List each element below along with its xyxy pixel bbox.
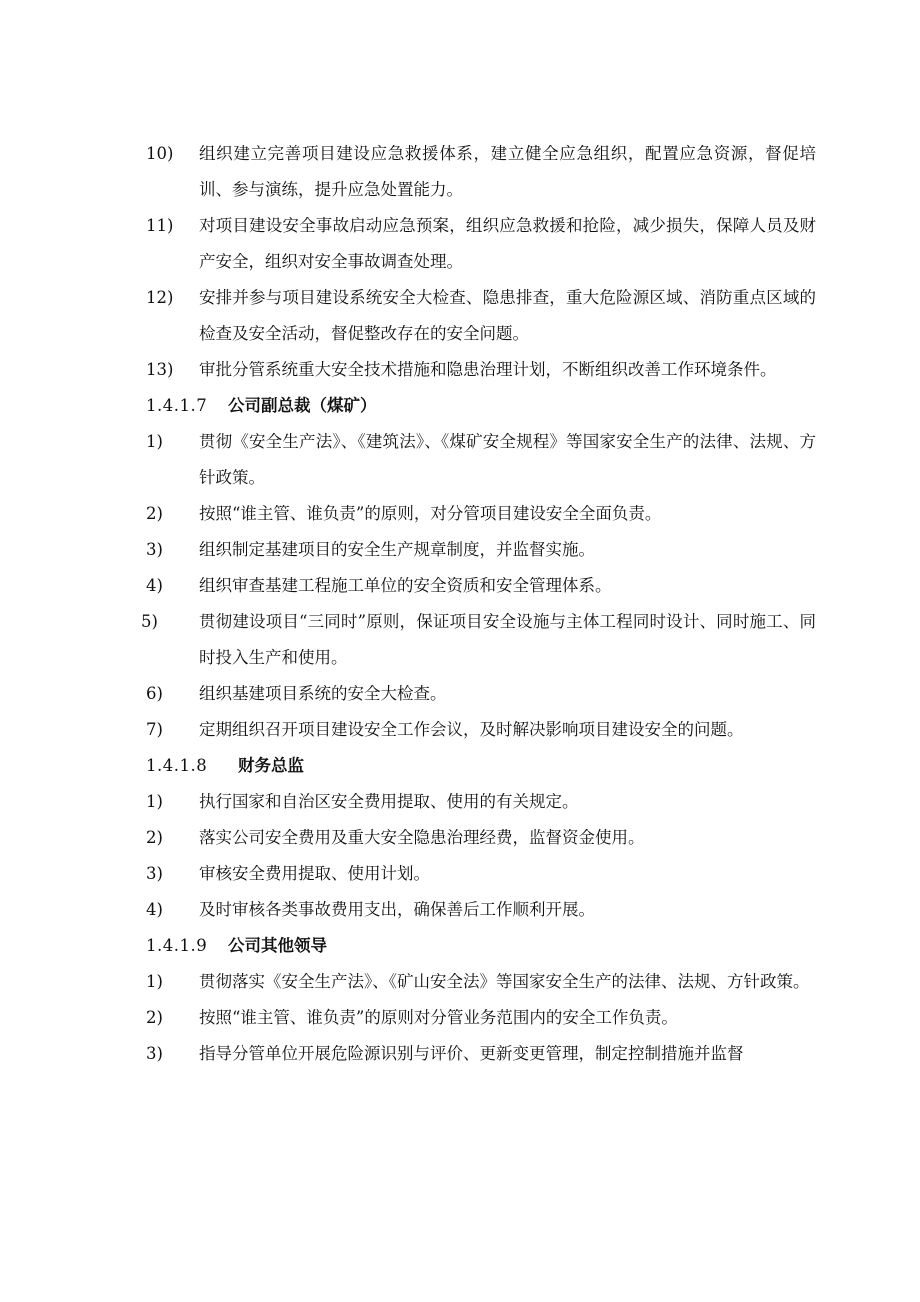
list-item-text: 审核安全费用提取、使用计划。 [199, 864, 430, 883]
list-item-text: 对项目建设安全事故启动应急预案，组织应急救援和抢险，减少损失，保障人员及财产安全，组织对安全事故调查处理。 [199, 216, 816, 271]
section-title: 公司其他领导 [228, 936, 327, 955]
list-item-number: 1) [146, 972, 163, 991]
list-item [141, 604, 816, 676]
section-number: 1.4.1.7 [146, 396, 208, 415]
list-item-text: 指导分管单位开展危险源识别与评价、更新变更管理，制定控制措施并监督 [199, 1044, 744, 1063]
list-item-number: 3) [146, 1044, 163, 1063]
list-item-number: 5) [141, 612, 158, 631]
list-item-number: 3) [146, 540, 163, 559]
list-item-number: 11) [146, 216, 174, 235]
list-item-text: 按照“谁主管、谁负责”的原则，对分管项目建设安全全面负责。 [199, 504, 662, 523]
section-heading [146, 748, 816, 784]
list-item-number: 1) [146, 432, 163, 451]
list-item [146, 1000, 816, 1036]
list-item [146, 208, 816, 280]
list-item-text: 组织建立完善项目建设应急救援体系，建立健全应急组织，配置应急资源，督促培训、参与演练，提升应急处置能力。 [199, 144, 816, 199]
list-item-number: 2) [146, 504, 163, 523]
list-item-number: 2) [146, 828, 163, 847]
section-number: 1.4.1.9 [146, 936, 208, 955]
section-number: 1.4.1.8 [146, 756, 208, 775]
list-item-text: 组织审查基建工程施工单位的安全资质和安全管理体系。 [199, 576, 612, 595]
list-item-number: 2) [146, 1008, 163, 1027]
list-item [146, 280, 816, 352]
section-heading [146, 928, 816, 964]
list-item [146, 676, 816, 712]
list-item [146, 964, 816, 1000]
list-item-number: 3) [146, 864, 163, 883]
list-item-number: 10) [146, 144, 174, 163]
list-item [146, 568, 816, 604]
list-item-text: 贯彻建设项目“三同时”原则，保证项目安全设施与主体工程同时设计、同时施工、同时投入生产和使用。 [199, 612, 816, 667]
list-item-text: 组织基建项目系统的安全大检查。 [199, 684, 447, 703]
list-item-text: 按照“谁主管、谁负责”的原则对分管业务范围内的安全工作负责。 [199, 1008, 678, 1027]
list-item [146, 352, 816, 388]
list-item [146, 856, 816, 892]
list-item-text: 组织制定基建项目的安全生产规章制度，并监督实施。 [199, 540, 595, 559]
list-item-text: 安排并参与项目建设系统安全大检查、隐患排查，重大危险源区域、消防重点区域的检查及安全活动，督促整改存在的安全问题。 [199, 288, 816, 343]
list-item-text: 执行国家和自治区安全费用提取、使用的有关规定。 [199, 792, 579, 811]
list-item [146, 892, 816, 928]
list-item-text: 贯彻《安全生产法》、《建筑法》、《煤矿安全规程》等国家安全生产的法律、法规、方针政策。 [199, 432, 816, 487]
section-title: 财务总监 [238, 756, 304, 775]
list-item [146, 424, 816, 496]
document-body [0, 136, 920, 1072]
list-item-text: 及时审核各类事故费用支出，确保善后工作顺利开展。 [199, 900, 595, 919]
list-item [146, 496, 816, 532]
list-item-number: 6) [146, 684, 163, 703]
list-item [146, 712, 816, 748]
list-item [146, 784, 816, 820]
section-heading [146, 388, 816, 424]
list-item-text: 审批分管系统重大安全技术措施和隐患治理计划，不断组织改善工作环境条件。 [199, 360, 777, 379]
list-item [146, 532, 816, 568]
list-item [146, 136, 816, 208]
list-item-text: 贯彻落实《安全生产法》、《矿山安全法》等国家安全生产的法律、法规、方针政策。 [199, 972, 810, 991]
list-item-number: 7) [146, 720, 163, 739]
section-title: 公司副总裁（煤矿） [228, 396, 377, 415]
list-item-number: 4) [146, 576, 163, 595]
list-item [146, 820, 816, 856]
list-item-number: 1) [146, 792, 163, 811]
list-item-number: 4) [146, 900, 163, 919]
list-item [146, 1036, 816, 1072]
list-item-text: 定期组织召开项目建设安全工作会议，及时解决影响项目建设安全的问题。 [199, 720, 744, 739]
list-item-number: 13) [146, 360, 174, 379]
list-item-number: 12) [146, 288, 174, 307]
list-item-text: 落实公司安全费用及重大安全隐患治理经费，监督资金使用。 [199, 828, 645, 847]
